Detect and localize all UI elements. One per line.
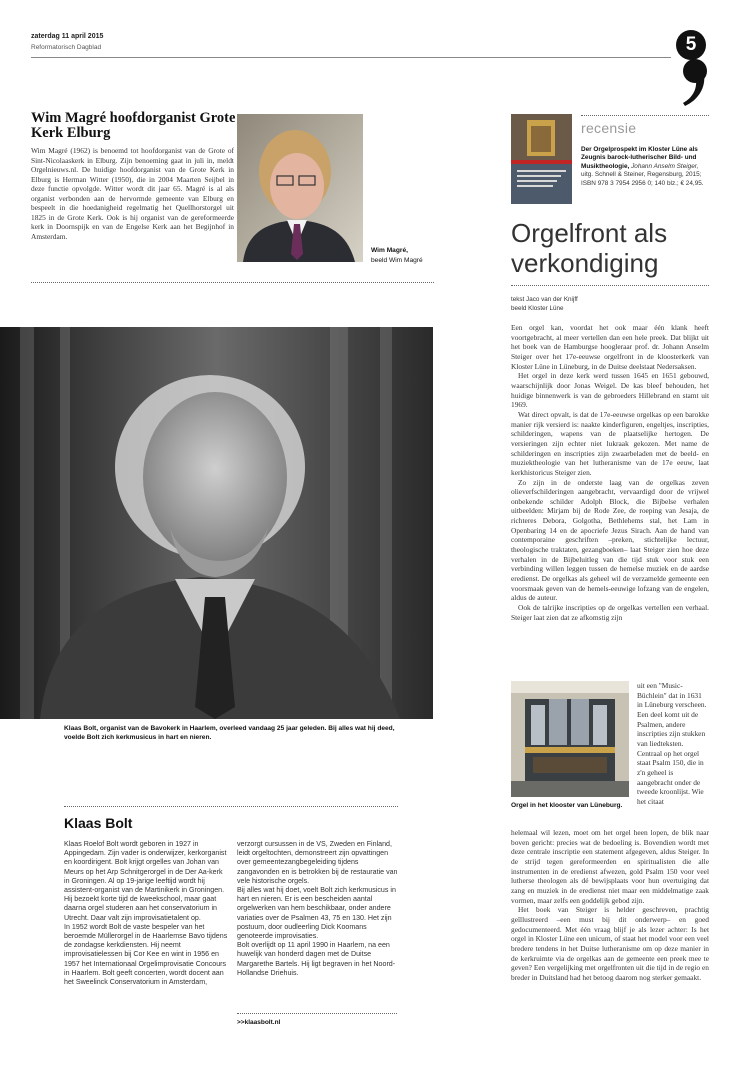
book-cover-image xyxy=(511,114,572,204)
book-publisher: uitg. Schnell & Steiner, Regensburg, 2015; ISBN 978 3 7954 2956 0; 140 blz.; € 24,95. xyxy=(581,171,704,187)
magre-headline: Wim Magré hoofdorganist Grote Kerk Elburg xyxy=(31,110,236,141)
review-paragraph-6: Het boek van Steiger is helder geschreven, prachtig geïllustreerd –een must bij dit onderwerp– en goed gedocumenteerd. Met één vraag blijf je als lezer achter: Is het orgel in Kloster Lüne een unicum, of staat het model voor een veel bredere tendens in het Duitse lutheranisme om op deze manier in de kerkruimte via de orgelkas aan de gemeente een preek mee te geven? Een vergelijking met orgelfronten uit die tijd in de regio en breder in Duitsland had het betoog daarom nog sterker gemaakt. xyxy=(511,905,709,982)
bolt-link-divider xyxy=(237,1013,397,1014)
bolt-body-col2: verzorgt cursussen in de VS, Zweden en Finland, leidt orgeltochten, demonstreert zijn opvattingen over gemeentezangbegeleiding tijdens zangavonden en is betrokken bij de restauratie van vele historische orgels. Bij alles wat hij doet, voelt Bolt zich kerkmusicus in hart en nieren. Er is een bescheiden aantal orgelwerken van hem beschikbaar, onder andere variaties over de Psalmen 43, 75 en 130. Het zijn postuum, door oudleerling Dick Koomans genoteerde improvisaties. Bolt overlijdt op 11 april 1990 in Haarlem, na een huwelijk van honderd dagen met de Duitse Margarethe Bartels. Hij ligt begraven in het Noord-Hollandse Driehuis. xyxy=(237,840,398,977)
review-body-bottom xyxy=(511,828,709,983)
klaasbolt-link[interactable]: >>klaasbolt.nl xyxy=(237,1019,281,1026)
review-paragraph-4: Zo zijn in de onderste laag van de orgelkas zeven olieverfschilderingen aangebracht, vervaardigd door de vrijwel onbekende schilder Adolph Block, die Bijbelse verhalen uitbeelden: Mirjam bij de Rode Zee, de roeping van Jesaja, de richteres Debora, Golgotha, Bethlehems stal, het Lam in Openbaring 14 en de apocriefe Jezus Sirach. Aan de hand van contemporaine geschriften –preken, stichtelijke lectuur, theologische traktaten, gezangboeken– laat Steiger zien hoe deze verhalen in de Bijbeluitleg van die tijd stuk voor stuk een verbinding willen leggen tussen de hemelse muziek en de aardse eredienst. De orgelkas als geheel wil de verzamelde gemeente een voorsmaak geven van de hemels-eeuwige lofzang van de engelen, aldus de auteur. xyxy=(511,477,709,603)
bolt-body-col1: Klaas Roelof Bolt wordt geboren in 1927 in Appingedam. Zijn vader is onderwijzer, kerkorganist en koordirigent. Bolt krijgt orgelles van Johan van Meurs op het Arp Schnitgerorgel in de Der Aa-kerk in Groningen. Al op 19-jarige leeftijd wordt hij assistent-organist van de Martinikerk in Groningen. Hij bezoekt korte tijd de kweekschool, maar gaat daarna orgel studeren aan het conservatorium in Utrecht. Daar valt zijn improvisatietalent op. In 1952 wordt Bolt de vaste bespeler van het beroemde Müllerorgel in de Haarlemse Bavo tijdens de zondagse kerkdiensten. Hij neemt improvisatielessen bij Cor Kee en wint in 1956 en 1957 het Internationaal Orgelimprovisatie Concours in Haarlem. Bolt geeft concerten, wordt docent aan het Sweelinck Conservatorium in Amsterdam, xyxy=(64,840,228,987)
section-divider xyxy=(31,282,434,283)
bolt-headline: Klaas Bolt xyxy=(64,815,133,831)
book-info xyxy=(581,146,711,188)
bolt-divider xyxy=(64,806,398,807)
magre-photo xyxy=(237,114,363,262)
page-number-badge: 5 xyxy=(676,30,706,60)
photo-credit: beeld Kloster Lüne xyxy=(511,305,564,312)
magre-body: Wim Magré (1962) is benoemd tot hoofdorganist van de Grote of Sint-Nicolaaskerk in Elburg. Zijn benoeming gaat in juli in, meldt Orgelnieuws.nl. De huidige hoofdorganist van de Grote Kerk in Elburg is Herman Witter (1950), die in 2004 Maarten Seijbel in deze functie opvolgde. Witter wordt dit jaar 65. Magré is al als organist verbonden aan de hervormde gemeente van Elburg en bespeelt in die hoedanigheid regelmatig het Quellhorstorgel uit 1825 in de Grote Kerk. Ook is hij organist van de gereformeerde kerk in Doornspijk en van de Engelse Kerk aan het Begijnhof in Amsterdam. xyxy=(31,146,234,241)
review-paragraph-3: Wat direct opvalt, is dat de 17e-eeuwse orgelkas op een barokke manier rijk versierd is: naakte kinderfiguren, engeltjes, inscripties, schilderingen, wapens van de plaatselijke hertogen. De versieringen zijn echter niet lukraak gekozen. Met name de schilderingen en inscripties zijn zwaarbeladen met de beeld- en muziektheologie van het lutheranisme van de 17e eeuw, laat kerkhistoricus Steiger zien. xyxy=(511,409,709,477)
organ-photo xyxy=(511,681,629,797)
review-label: recensie xyxy=(581,120,637,136)
magre-caption-name: Wim Magré, xyxy=(371,247,408,254)
book-title: Der Orgelprospekt im Kloster Lüne als Zeugnis barock-lutherischer Bild- und Musiktheologie, xyxy=(581,146,698,170)
review-credits xyxy=(511,295,578,313)
review-paragraph-5-wrap: uit een "Music-Büchlein" dat in 1631 in Lüneburg verscheen. Een deel komt uit de Psalmen, andere inscripties zijn stukken van liedteksten. Centraal op het orgel staat Psalm 150, die in z'n geheel is aangebracht onder de tweede kroonlijst. Wie het citaat xyxy=(637,681,707,806)
book-author: Johann Anselm Steiger, xyxy=(631,162,699,170)
newspaper-name: Reformatorisch Dagblad xyxy=(31,44,102,51)
klaas-bolt-photo xyxy=(0,327,433,719)
review-paragraph-1: Een orgel kan, voordat het ook maar één klank heeft voortgebracht, al meer vertellen dan een hele preek. Dat blijkt uit het boek van de Hamburgse hoogleraar prof. dr. Johann Anselm Steiger over het 17e-eeuwse orgelfront in de kloosterkerk van Kloster Lüne in Lüneburg, in de Duitse deelstaat Nedersaksen. xyxy=(511,323,709,371)
text-credit: tekst Jaco van der Knijff xyxy=(511,296,578,303)
review-headline: Orgelfront als verkondiging xyxy=(511,218,668,278)
review-body-top xyxy=(511,323,709,622)
comma-icon xyxy=(680,58,708,108)
review-paragraph-5-rest: helemaal wil lezen, moet om het orgel heen lopen, de blik naar boven gericht: precies wat de bedoeling is. Bovendien wordt met deze centrale inscriptie een statement afgegeven, aldus Steiger. In de strijd tegen gereformeerden en spiritualisten die alle instrumenten in de eredienst afwezen, gold Psalm 150 voor veel lutherse theologen als dé bewijsplaats voor hun overtuiging dat zang en muziek in de eredienst niet maar een middelmatige zaak vormen, maar zelfs een goddelijk gebod zijn. xyxy=(511,828,709,905)
header-rule xyxy=(31,57,671,58)
review-paragraph-2: Het orgel in deze kerk werd tussen 1645 en 1651 gebouwd, waarschijnlijk door Jonas Weigel. De kas bleef behouden, het huidige binnenwerk is van de gebroeders Hillebrand en stamt uit 1969. xyxy=(511,371,709,410)
review-paragraph-5-intro: Ook de talrijke inscripties op de orgelkas vertellen een verhaal. Steiger laat zien dat ze afkomstig zijn xyxy=(511,603,709,622)
bolt-photo-caption: Klaas Bolt, organist van de Bavokerk in Haarlem, overleed vandaag 25 jaar geleden. Bij alles wat hij deed, voelde Bolt zich kerkmusicus in hart en nieren. xyxy=(64,725,395,741)
review-title-divider xyxy=(511,285,709,286)
issue-date: zaterdag 11 april 2015 xyxy=(31,33,104,40)
organ-photo-caption: Orgel in het klooster van Lüneburg. xyxy=(511,802,623,809)
magre-caption-credit: beeld Wim Magré xyxy=(371,257,423,264)
review-top-divider xyxy=(581,115,709,116)
